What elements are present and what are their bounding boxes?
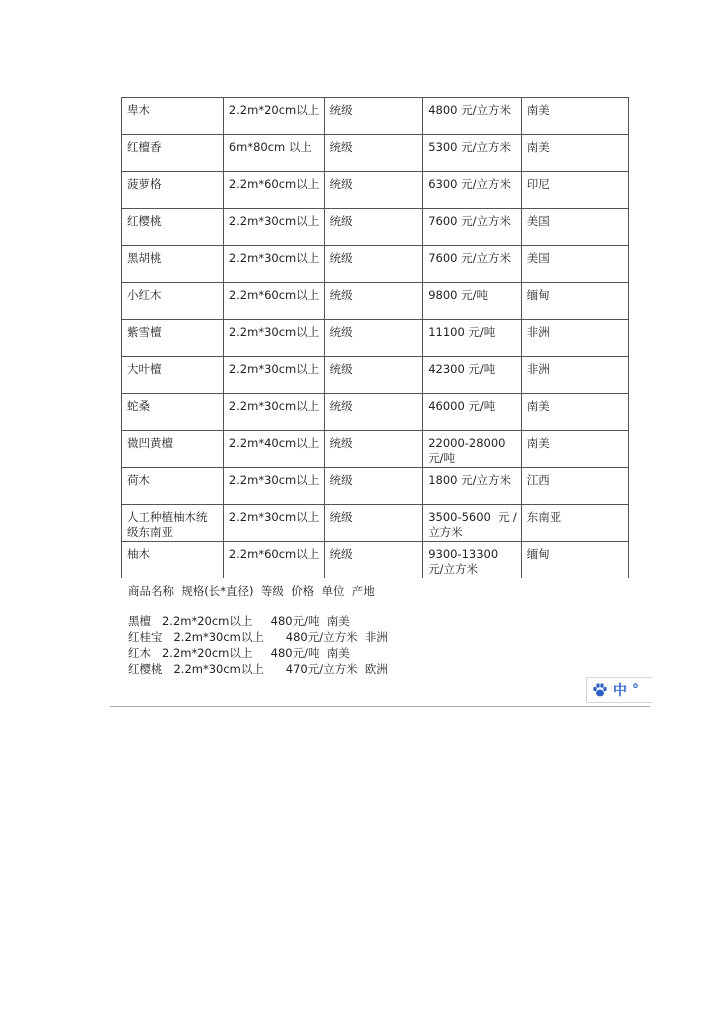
table-row: [122, 394, 629, 431]
ime-punctuation-toggle[interactable]: °: [632, 682, 639, 698]
cell-price: 5300 元/立方米: [423, 135, 522, 172]
cell-grade: 统级: [324, 505, 423, 542]
cell-spec: 2.2m*60cm以上: [223, 172, 324, 209]
cell-grade: 统级: [324, 542, 423, 579]
cell-price: 1800 元/立方米: [423, 468, 522, 505]
cell-price: 42300 元/吨: [423, 357, 522, 394]
cell-origin: 东南亚: [521, 505, 628, 542]
ime-toolbar[interactable]: [586, 677, 652, 703]
cell-name: 柚木: [122, 542, 224, 579]
cell-grade: 统级: [324, 357, 423, 394]
cell-origin: 非洲: [521, 357, 628, 394]
cell-spec: 2.2m*30cm以上: [223, 505, 324, 542]
cell-spec: 2.2m*40cm以上: [223, 431, 324, 468]
cell-price: 6300 元/立方米: [423, 172, 522, 209]
cell-grade: 统级: [324, 98, 423, 135]
cell-price: 22000-28000 元/吨: [423, 431, 522, 468]
notes-header: 商品名称 规格(长*直径) 等级 价格 单位 产地: [128, 584, 375, 598]
table-row: [122, 246, 629, 283]
cell-price: 7600 元/立方米: [423, 209, 522, 246]
cell-origin: 缅甸: [521, 542, 628, 579]
cell-name: 红檀香: [122, 135, 224, 172]
table-body: [122, 98, 629, 579]
table-row: [122, 357, 629, 394]
cell-spec: 2.2m*30cm以上: [223, 209, 324, 246]
cell-spec: 2.2m*60cm以上: [223, 283, 324, 320]
table-row: [122, 431, 629, 468]
cell-spec: 2.2m*30cm以上: [223, 246, 324, 283]
cell-name: 荷木: [122, 468, 224, 505]
table-row: [122, 320, 629, 357]
cell-spec: 2.2m*20cm以上: [223, 98, 324, 135]
cell-origin: 印尼: [521, 172, 628, 209]
cell-origin: 南美: [521, 431, 628, 468]
ime-language-toggle[interactable]: 中: [613, 683, 627, 699]
wood-price-table: [121, 97, 629, 578]
cell-name: 小红木: [122, 283, 224, 320]
cell-price: 9800 元/吨: [423, 283, 522, 320]
table-row: [122, 135, 629, 172]
cell-grade: 统级: [324, 468, 423, 505]
cell-name: 大叶檀: [122, 357, 224, 394]
cell-name: 菠萝格: [122, 172, 224, 209]
cell-grade: 统级: [324, 320, 423, 357]
cell-name: 卑木: [122, 98, 224, 135]
cell-grade: 统级: [324, 283, 423, 320]
note-line: 黑檀 2.2m*20cm以上 480元/吨 南美: [128, 614, 350, 628]
cell-origin: 非洲: [521, 320, 628, 357]
cell-origin: 美国: [521, 246, 628, 283]
cell-name: 微凹黄檀: [122, 431, 224, 468]
cell-origin: 江西: [521, 468, 628, 505]
cell-origin: 南美: [521, 135, 628, 172]
note-line: 红桂宝 2.2m*30cm以上 480元/立方米 非洲: [128, 630, 388, 644]
cell-grade: 统级: [324, 172, 423, 209]
cell-spec: 2.2m*30cm以上: [223, 468, 324, 505]
table-row: [122, 505, 629, 542]
cell-price: 4800 元/立方米: [423, 98, 522, 135]
notes-block: [128, 583, 608, 677]
cell-price: 9300-13300 元/立方米: [423, 542, 522, 579]
cell-spec: 2.2m*30cm以上: [223, 320, 324, 357]
cell-price: 7600 元/立方米: [423, 246, 522, 283]
cell-price: 11100 元/吨: [423, 320, 522, 357]
table-row: [122, 98, 629, 135]
table-row: [122, 209, 629, 246]
table-row: [122, 542, 629, 579]
cell-name: 紫雪檀: [122, 320, 224, 357]
page-divider: [110, 706, 650, 707]
cell-price: 46000 元/吨: [423, 394, 522, 431]
note-line: 红木 2.2m*20cm以上 480元/吨 南美: [128, 646, 350, 660]
cell-name: 黑胡桃: [122, 246, 224, 283]
cell-grade: 统级: [324, 209, 423, 246]
cell-grade: 统级: [324, 431, 423, 468]
cell-origin: 缅甸: [521, 283, 628, 320]
table-row: [122, 172, 629, 209]
cell-grade: 统级: [324, 246, 423, 283]
cell-grade: 统级: [324, 135, 423, 172]
cell-spec: 6m*80cm 以上: [223, 135, 324, 172]
table-row: [122, 468, 629, 505]
cell-spec: 2.2m*60cm以上: [223, 542, 324, 579]
cell-origin: 美国: [521, 209, 628, 246]
cell-name: 红樱桃: [122, 209, 224, 246]
note-line: 红樱桃 2.2m*30cm以上 470元/立方米 欧洲: [128, 662, 388, 676]
cell-name: 人工种植柚木统级东南亚: [122, 505, 224, 542]
cell-spec: 2.2m*30cm以上: [223, 394, 324, 431]
cell-origin: 南美: [521, 394, 628, 431]
cell-name: 蛇桑: [122, 394, 224, 431]
cell-origin: 南美: [521, 98, 628, 135]
table-row: [122, 283, 629, 320]
cell-grade: 统级: [324, 394, 423, 431]
cell-price: 3500-5600 元/立方米: [423, 505, 522, 542]
cell-spec: 2.2m*30cm以上: [223, 357, 324, 394]
paw-icon[interactable]: [592, 682, 608, 698]
